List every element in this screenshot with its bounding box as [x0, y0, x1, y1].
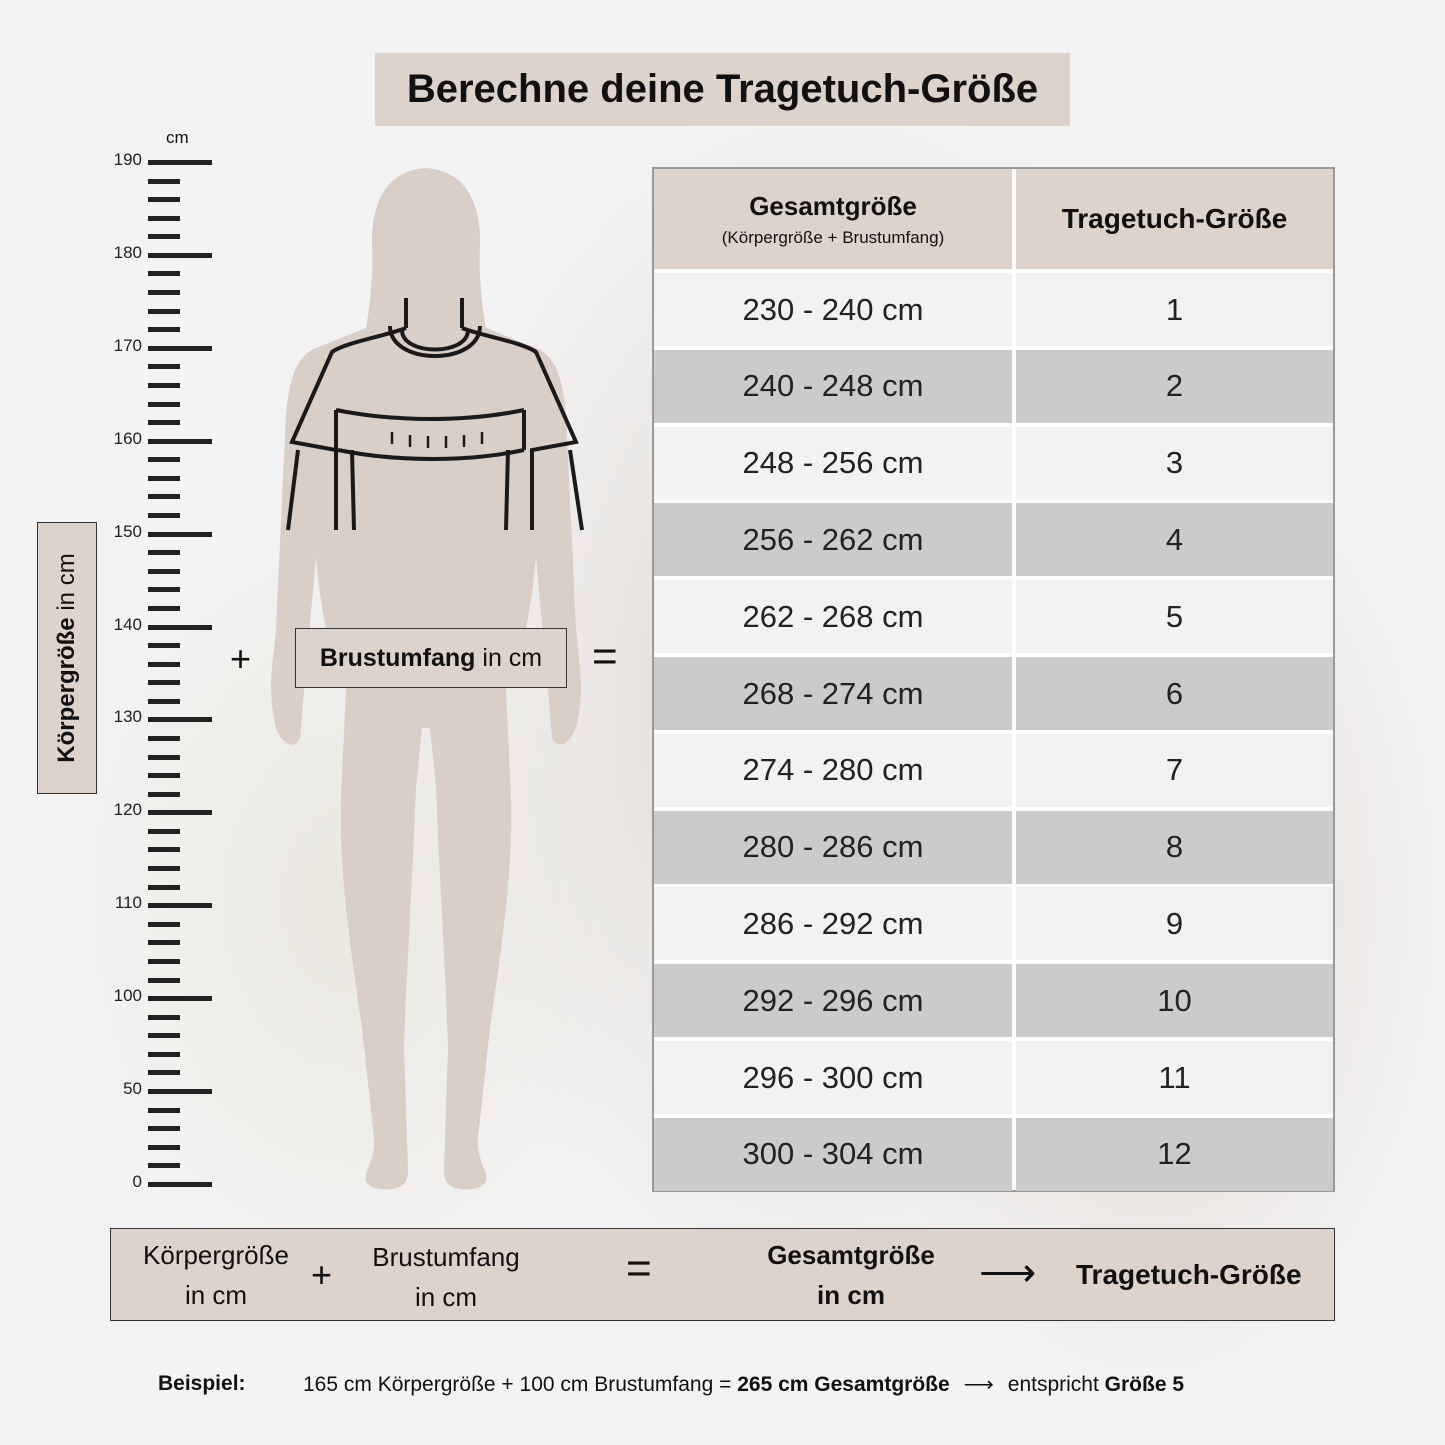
sling-size-cell: 11	[1016, 1041, 1333, 1114]
minor-tick	[148, 420, 180, 425]
sling-size-cell: 12	[1016, 1118, 1333, 1191]
formula-chest: Brustumfang	[372, 1242, 520, 1272]
minor-tick	[148, 866, 180, 871]
minor-tick	[148, 1052, 180, 1057]
sling-size-cell: 3	[1016, 427, 1333, 500]
height-axis-label	[37, 522, 97, 794]
minor-tick	[148, 271, 180, 276]
minor-tick	[148, 587, 180, 592]
minor-tick	[148, 383, 180, 388]
table-row	[654, 964, 1333, 1037]
example-arrow-icon: ⟶	[963, 1373, 994, 1396]
plus-sign: +	[230, 638, 252, 679]
total-size-cell: 248 - 256 cm	[654, 427, 1012, 500]
minor-tick	[148, 569, 180, 574]
tick-label: 110	[114, 893, 142, 913]
minor-tick	[148, 885, 180, 890]
major-tick	[148, 717, 212, 722]
table-row	[654, 580, 1333, 653]
formula-body-height-unit: in cm	[184, 1280, 248, 1310]
major-tick	[148, 996, 212, 1001]
header-sling-size: Tragetuch-Größe	[1016, 169, 1333, 269]
major-tick	[148, 625, 212, 630]
minor-tick	[148, 234, 180, 239]
minor-tick	[148, 402, 180, 407]
total-size-cell: 286 - 292 cm	[654, 887, 1012, 960]
total-size-cell: 262 - 268 cm	[654, 580, 1012, 653]
minor-tick	[148, 847, 180, 852]
minor-tick	[148, 1070, 180, 1075]
minor-tick	[148, 922, 180, 927]
formula-total-unit: in cm	[817, 1280, 885, 1310]
total-size-cell: 296 - 300 cm	[654, 1041, 1012, 1114]
sling-size-cell: 9	[1016, 887, 1333, 960]
minor-tick	[148, 1033, 180, 1038]
minor-tick	[148, 309, 180, 314]
total-size-cell: 268 - 274 cm	[654, 657, 1012, 730]
minor-tick	[148, 364, 180, 369]
example-text	[303, 1372, 1184, 1397]
major-tick	[148, 439, 212, 444]
major-tick	[148, 253, 212, 258]
axis-label-rest: in cm	[53, 553, 80, 611]
minor-tick	[148, 755, 180, 760]
minor-tick	[148, 643, 180, 648]
minor-tick	[148, 513, 180, 518]
total-size-cell: 240 - 248 cm	[654, 350, 1012, 423]
minor-tick	[148, 290, 180, 295]
minor-tick	[148, 606, 180, 611]
sling-size-cell: 4	[1016, 503, 1333, 576]
sling-size-cell: 2	[1016, 350, 1333, 423]
table-row	[654, 427, 1333, 500]
arrow-icon: ⟶	[979, 1251, 1037, 1295]
tick-label: 140	[113, 614, 142, 634]
tick-label: 100	[113, 986, 142, 1006]
chest-label-bold: Brustumfang	[319, 643, 476, 672]
tick-label: 120	[113, 800, 142, 820]
major-tick	[148, 1182, 212, 1187]
formula-sling-size: Tragetuch-Größe	[1076, 1259, 1302, 1290]
sling-size-cell: 10	[1016, 964, 1333, 1037]
tick-label: 190	[113, 150, 142, 169]
minor-tick	[148, 699, 180, 704]
example-result-size: Größe 5	[1104, 1373, 1185, 1396]
table-row	[654, 503, 1333, 576]
sling-size-cell: 8	[1016, 811, 1333, 884]
tick-label: 50	[123, 1079, 142, 1098]
minor-tick	[148, 736, 180, 741]
formula-box	[110, 1228, 1335, 1321]
minor-tick	[148, 550, 180, 555]
tick-label: 180	[113, 242, 142, 262]
major-tick	[148, 903, 212, 908]
total-size-cell: 256 - 262 cm	[654, 503, 1012, 576]
tick-label: 0	[132, 1171, 142, 1191]
minor-tick	[148, 1163, 180, 1168]
total-size-cell: 300 - 304 cm	[654, 1118, 1012, 1191]
sling-size-cell: 6	[1016, 657, 1333, 730]
chest-label-rest: in cm	[482, 643, 543, 672]
table-row	[654, 887, 1333, 960]
tick-label: 160	[113, 428, 142, 448]
total-size-cell: 292 - 296 cm	[654, 964, 1012, 1037]
minor-tick	[148, 1145, 180, 1150]
minor-tick	[148, 1126, 180, 1131]
minor-tick	[148, 680, 180, 685]
header-total-size-title: Gesamtgröße	[749, 190, 917, 221]
tick-label: 150	[113, 521, 142, 541]
table-row	[654, 1118, 1333, 1191]
minor-tick	[148, 959, 180, 964]
chest-label	[295, 628, 567, 688]
formula-chest-unit: in cm	[414, 1282, 478, 1312]
major-tick	[148, 346, 212, 351]
minor-tick	[148, 1108, 180, 1113]
major-tick	[148, 160, 212, 165]
major-tick	[148, 1089, 212, 1094]
major-tick	[148, 532, 212, 537]
example-result-text: entspricht	[1007, 1373, 1105, 1396]
minor-tick	[148, 476, 180, 481]
example-total: 265 cm Gesamtgröße	[737, 1373, 950, 1396]
minor-tick	[148, 792, 180, 797]
header-total-size-sub: (Körpergröße + Brustumfang)	[721, 227, 945, 247]
total-size-cell: 274 - 280 cm	[654, 734, 1012, 807]
example-sum: 165 cm Körpergröße + 100 cm Brustumfang =	[303, 1373, 738, 1396]
table-row	[654, 811, 1333, 884]
equals-sign: =	[592, 632, 618, 681]
formula-total: Gesamtgröße	[767, 1240, 935, 1270]
header-total-size	[654, 169, 1012, 269]
sling-size-cell: 1	[1016, 273, 1333, 346]
tick-label: 170	[113, 335, 142, 355]
minor-tick	[148, 179, 180, 184]
minor-tick	[148, 216, 180, 221]
table-row	[654, 273, 1333, 346]
formula-plus: +	[311, 1254, 333, 1295]
table-row	[654, 657, 1333, 730]
axis-label-bold: Körpergröße	[53, 617, 80, 763]
minor-tick	[148, 940, 180, 945]
minor-tick	[148, 1015, 180, 1020]
minor-tick	[148, 773, 180, 778]
example-label: Beispiel:	[158, 1372, 246, 1395]
tick-label: 130	[113, 707, 142, 727]
minor-tick	[148, 978, 180, 983]
page-title: Berechne deine Tragetuch-Größe	[375, 53, 1070, 126]
table-row	[654, 350, 1333, 423]
formula-body-height: Körpergröße	[143, 1240, 289, 1270]
total-size-cell: 280 - 286 cm	[654, 811, 1012, 884]
minor-tick	[148, 494, 180, 499]
minor-tick	[148, 457, 180, 462]
total-size-cell: 230 - 240 cm	[654, 273, 1012, 346]
minor-tick	[148, 662, 180, 667]
minor-tick	[148, 197, 180, 202]
table-row	[654, 734, 1333, 807]
ruler-unit: cm	[166, 128, 189, 147]
minor-tick	[148, 327, 180, 332]
major-tick	[148, 810, 212, 815]
sling-size-cell: 5	[1016, 580, 1333, 653]
minor-tick	[148, 829, 180, 834]
sling-size-cell: 7	[1016, 734, 1333, 807]
size-table	[652, 167, 1335, 1192]
table-row	[654, 1041, 1333, 1114]
formula-equals: =	[626, 1244, 652, 1293]
